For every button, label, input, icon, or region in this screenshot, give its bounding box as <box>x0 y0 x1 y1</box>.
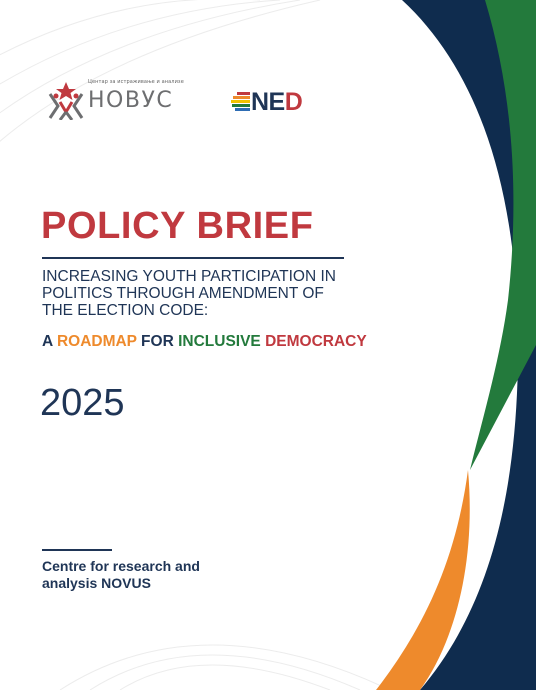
roadmap-tagline <box>42 333 367 351</box>
roadmap-word-roadmap: ROADMAP <box>56 333 137 350</box>
document-subtitle <box>42 268 372 319</box>
roadmap-word-a: A <box>42 333 57 350</box>
subtitle-line: THE ELECTION CODE: <box>42 302 209 319</box>
subtitle-line: POLITICS THROUGH AMENDMENT OF <box>42 285 324 302</box>
novus-tagline: Центар за истраживање и анализе <box>88 79 184 85</box>
organization-name <box>42 558 200 592</box>
globe-stripes-icon <box>230 90 250 114</box>
organization-divider <box>42 549 112 551</box>
roadmap-word-inclusive: INCLUSIVE <box>178 333 261 350</box>
ned-letters: NED <box>251 88 303 116</box>
ned-logo <box>230 89 320 115</box>
roadmap-word-democracy: DEMOCRACY <box>265 333 367 350</box>
subtitle-line: INCREASING YOUTH PARTICIPATION IN <box>42 268 336 285</box>
organization-line: analysis NOVUS <box>42 575 151 591</box>
document-title: POLICY BRIEF <box>41 205 314 247</box>
novus-wordmark: НОВУС <box>88 88 174 113</box>
publication-year: 2025 <box>40 382 125 424</box>
roadmap-word-for: FOR <box>136 333 179 350</box>
people-star-icon <box>46 80 86 120</box>
organization-line: Centre for research and <box>42 558 200 574</box>
title-divider <box>42 257 344 259</box>
ned-wordmark <box>251 88 302 117</box>
